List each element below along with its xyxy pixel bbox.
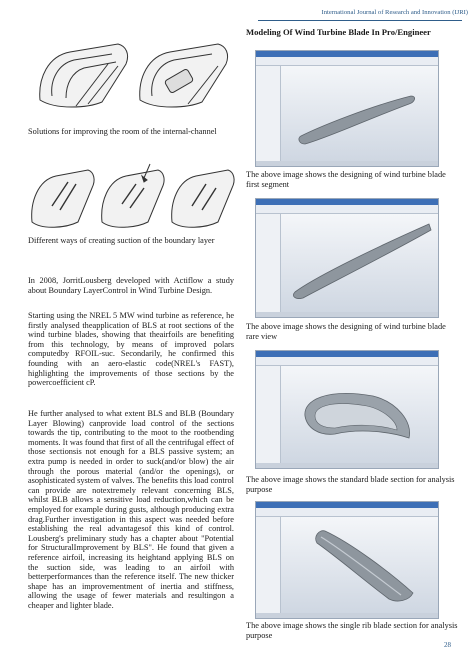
paragraph-bls-root: Starting using the NREL 5 MW wind turbine as reference, he firstly analysed theapplication of BLS at root sections of the wind turbine blades, showing that theairfoils are benefiting from this technology, by means of improved polars computedby RFOIL-suc. Secondarily, he confirmed this founding with an aero-elastic code(NREL's FAST), highlighting the improvements of those sections by the powercoefficient cP. <box>28 311 234 388</box>
window-statusbar <box>256 312 438 317</box>
blade-segment-model <box>281 66 438 161</box>
window-toolbar <box>256 508 438 517</box>
paragraph-intro: In 2008, JorritLousberg developed with Actiflow a study about Boundary LayerControl in Wind Turbine Design. <box>28 276 234 295</box>
proe-screenshot-single-rib <box>255 501 439 619</box>
model-viewport <box>281 214 438 312</box>
paragraph-bls-blb: He further analysed to what extent BLS and BLB (Boundary Layer Blowing) canprovide load control of the sections towards the tip, contributing to the moot to the rootbending moments. It was found that first of all the centrifugal effect of those sectionsis not enough for a BLS passive system; an extra pump is needed in order to suck(and/or blow) the air through the porous material (and/or the openings), or asophisticated system of valves. The benefits this load control can provide are notextremely relevant concerning BLS, whilst BLB allows a sensitive load reduction,which can be employed for example during gusts, although producing extra drag.Further investigation in this aspect was needed before establishing the real advantagesof this kind of control. Lousberg's preliminary study has a chapter about "Potential for StructuralImprovement by BLS". He found that given a reference airfoil, increasing its heightand applying BLS on the suction side, was leading to an airfoil with betterperformances than the reference itself. The new thicker shape has an improvementment of inertia and stiffness, allowing the usage of fewer materials and resultingon a cheaper and lighter blade. <box>28 409 234 610</box>
caption-blade-segment: The above image shows the designing of wind turbine blade first segment <box>246 170 446 189</box>
standard-section-model <box>281 366 438 463</box>
model-tree-panel <box>256 366 281 463</box>
proe-screenshot-blade-segment <box>255 50 439 167</box>
figure-caption-suction: Different ways of creating suction of the boundary layer <box>28 236 215 245</box>
window-statusbar <box>256 161 438 166</box>
model-viewport <box>281 517 438 613</box>
window-statusbar <box>256 463 438 468</box>
page-number: 28 <box>444 641 451 649</box>
caption-standard-section: The above image shows the standard blade section for analysis purpose <box>246 475 455 494</box>
window-statusbar <box>256 613 438 618</box>
journal-header: International Journal of Research and Innovation (IJRI) <box>321 9 468 16</box>
figure-caption-internal-channel: Solutions for improving the room of the internal-channel <box>28 127 217 136</box>
window-toolbar <box>256 357 438 366</box>
proe-screenshot-standard-section <box>255 350 439 469</box>
window-toolbar <box>256 205 438 214</box>
section-title: Modeling Of Wind Turbine Blade In Pro/Engineer <box>246 27 431 37</box>
model-tree-panel <box>256 66 281 161</box>
proe-screenshot-rear-view <box>255 198 439 318</box>
model-viewport <box>281 66 438 161</box>
model-tree-panel <box>256 214 281 312</box>
model-tree-panel <box>256 517 281 613</box>
blade-rear-model <box>281 214 438 312</box>
header-rule <box>258 20 462 21</box>
single-rib-model <box>281 517 438 613</box>
model-viewport <box>281 366 438 463</box>
suction-methods-figure <box>26 162 236 232</box>
window-toolbar <box>256 57 438 66</box>
caption-single-rib: The above image shows the single rib blade section for analysis purpose <box>246 621 458 640</box>
internal-channel-figure <box>26 38 234 116</box>
caption-rear-view: The above image shows the designing of wind turbine blade rare view <box>246 322 446 341</box>
